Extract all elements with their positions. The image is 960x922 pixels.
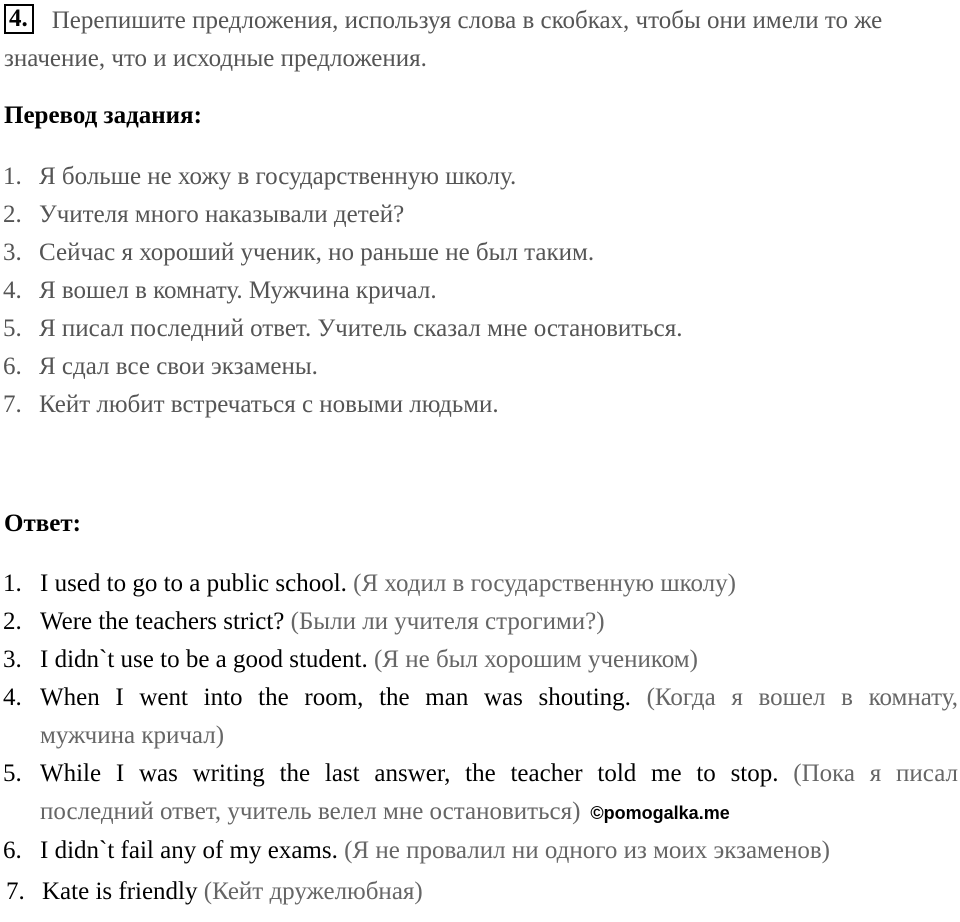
answer-line-2 xyxy=(40,793,958,832)
item-number: 2. xyxy=(3,201,22,228)
item-text: Я сдал все свои экзамены. xyxy=(39,353,318,380)
item-number: 1. xyxy=(3,163,22,190)
list-item xyxy=(0,348,950,386)
watermark: ©pomogalka.me xyxy=(590,803,730,823)
item-text: Учителя много наказывали детей? xyxy=(39,201,405,228)
answer-russian: (Я не был хорошим учеником) xyxy=(373,646,698,673)
item-text: Сейчас я хороший ученик, но раньше не был таким. xyxy=(39,239,595,266)
item-text: Кейт любит встречаться с новыми людьми. xyxy=(39,391,499,418)
item-text: Я писал последний ответ. Учитель сказал мне остановиться. xyxy=(39,315,683,342)
list-item xyxy=(0,234,950,272)
answer-russian: (Когда я вошел в комнату, xyxy=(646,684,958,711)
answer-item xyxy=(0,832,958,870)
answer-russian: (Пока я писал xyxy=(793,760,958,787)
item-number: 3. xyxy=(3,239,22,266)
answer-item xyxy=(0,565,958,603)
answer-number: 6. xyxy=(3,837,22,864)
answer-number: 2. xyxy=(3,608,22,635)
answer-number: 5. xyxy=(3,760,22,787)
answer-item xyxy=(0,873,958,911)
answer-heading: Ответ: xyxy=(4,510,81,537)
answer-english: Were the teachers strict? xyxy=(40,608,285,635)
answer-item xyxy=(0,755,958,832)
answer-number: 3. xyxy=(3,646,22,673)
item-number: 5. xyxy=(3,315,22,342)
answer-russian-continued: мужчина кричал) xyxy=(40,722,225,749)
task-number-box: 4. xyxy=(4,4,34,34)
answer-item xyxy=(0,603,958,641)
list-item xyxy=(0,272,950,310)
answer-russian: (Кейт дружелюбная) xyxy=(203,878,423,905)
translation-list xyxy=(0,158,950,424)
answer-item xyxy=(0,641,958,679)
list-item xyxy=(0,310,950,348)
answer-number: 1. xyxy=(3,570,22,597)
answer-number: 4. xyxy=(3,684,22,711)
item-text: Я вошел в комнату. Мужчина кричал. xyxy=(39,277,437,304)
answer-russian-continued: последний ответ, учитель велел мне остановиться) xyxy=(40,798,581,825)
item-text: Я больше не хожу в государственную школу. xyxy=(39,163,517,190)
answer-english: Kate is friendly xyxy=(42,878,198,905)
task-statement xyxy=(4,2,956,78)
translation-heading: Перевод задания: xyxy=(4,102,202,129)
answer-line-1 xyxy=(40,755,958,793)
item-number: 6. xyxy=(3,353,22,380)
list-item xyxy=(0,386,950,424)
answer-line-1 xyxy=(40,679,958,717)
answer-number: 7. xyxy=(6,878,25,905)
answer-english: When I went into the room, the man was shouting. xyxy=(40,684,631,711)
list-item xyxy=(0,158,950,196)
task-text: Перепишите предложения, используя слова в скобках, чтобы они имели то же значение, что и исходные предложения. xyxy=(4,7,883,72)
item-number: 4. xyxy=(3,277,22,304)
answer-russian: (Я не провалил ни одного из моих экзаменов) xyxy=(344,837,830,864)
answer-english: I didn`t fail any of my exams. xyxy=(40,837,338,864)
answer-russian: (Были ли учителя строгими?) xyxy=(290,608,605,635)
answer-russian: (Я ходил в государственную школу) xyxy=(353,570,736,597)
list-item xyxy=(0,196,950,234)
item-number: 7. xyxy=(3,391,22,418)
answer-english: While I was writing the last answer, the teacher told me to stop. xyxy=(40,760,779,787)
answer-english: I didn`t use to be a good student. xyxy=(40,646,368,673)
answer-list xyxy=(0,565,958,911)
answer-item xyxy=(0,679,958,755)
answer-english: I used to go to a public school. xyxy=(40,570,347,597)
